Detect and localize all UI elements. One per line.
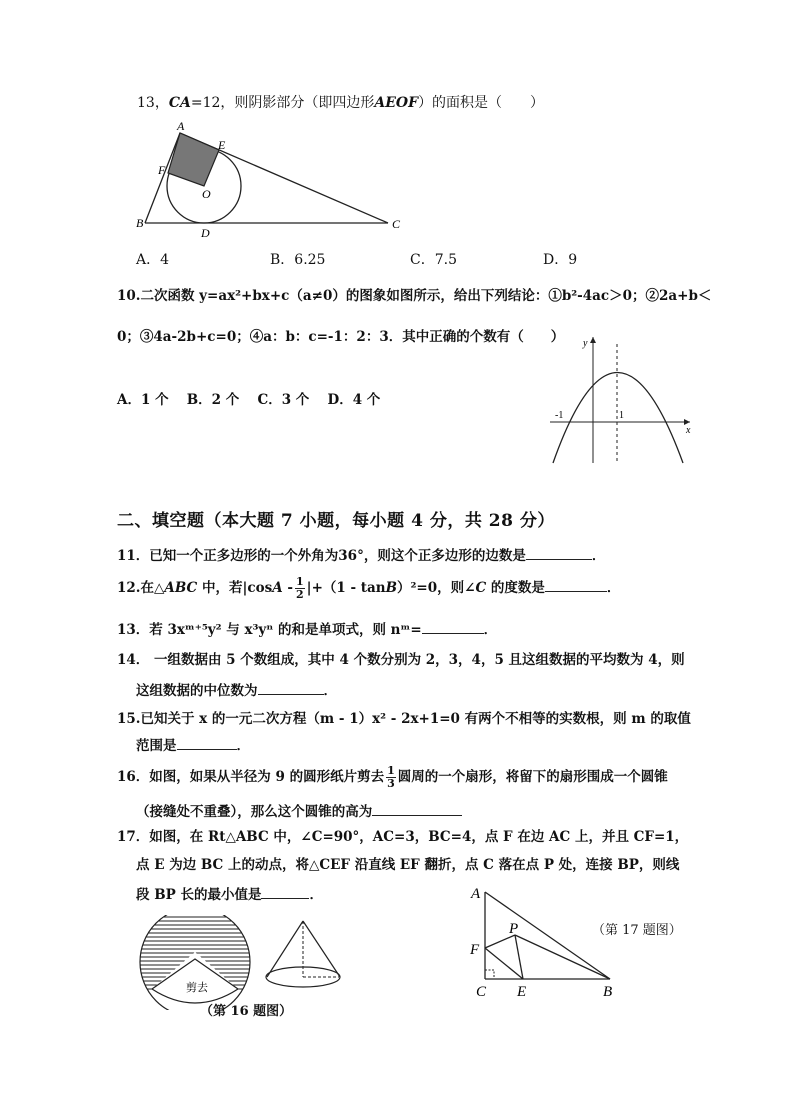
label-A: A [471, 886, 481, 902]
answer-blank[interactable] [258, 680, 324, 695]
answer-blank[interactable] [372, 801, 462, 816]
fraction-half: $\frac{1}{2}$ [296, 575, 304, 601]
answer-blank[interactable] [177, 735, 237, 750]
q10-line1: 10.二次函数 y=ax²+bx+c（a≠0）的图象如图所示，给出下列结论：①b²-4ac＞0；②2a+b＜ [117, 288, 712, 304]
q16-line2: （接缝处不重叠），那么这个圆锥的高为 [136, 801, 462, 821]
label-B: B [603, 984, 613, 1000]
label-F: F [158, 163, 166, 177]
q13-prev-option-a: A．4 [136, 252, 170, 268]
q17-figure [465, 882, 625, 1002]
q15-line1: 15.已知关于 x 的一元二次方程（m - 1）x² - 2x+1=0 有两个不相等的实数根，则 m 的取值 [117, 711, 691, 727]
q16-caption: （第 16 题图） [200, 1004, 293, 1019]
q17-line1: 17．如图，在 Rt△ABC 中，∠C=90°，AC=3，BC=4，点 F 在边 AC 上，并且 CF=1， [117, 829, 689, 845]
label-D: D [201, 226, 210, 240]
label-F: F [470, 942, 480, 958]
answer-blank[interactable] [261, 884, 309, 899]
label-A: A [177, 120, 185, 133]
label-O: O [202, 187, 211, 201]
q14-line2: 这组数据的中位数为 ． [136, 680, 337, 700]
q13-prev-stem: 13，CA=12，则阴影部分（即四边形AEOF）的面积是（ ） [137, 95, 545, 111]
q17-line3: 段 BP 长的最小值是 ． [136, 884, 323, 904]
q13-prev-option-b: B．6.25 [270, 252, 326, 268]
graph-label-x: x [686, 425, 691, 436]
label-C: C [392, 217, 401, 231]
label-P: P [509, 921, 519, 937]
label-E: E [218, 138, 226, 152]
q12: 12.在△ABC 中，若|cosA - $\frac{1}{2}$ |+（1 - tanB）²=0，则∠C 的度数是 ． [117, 575, 621, 601]
q10-parabola-graph [545, 332, 700, 467]
graph-label-neg1: -1 [555, 410, 564, 421]
label-C: C [476, 984, 487, 1000]
answer-blank[interactable] [526, 545, 592, 560]
fraction-third: $\frac{1}{3}$ [387, 764, 395, 790]
graph-label-y: y [583, 338, 588, 349]
answer-blank[interactable] [545, 577, 607, 592]
label-E: E [517, 984, 527, 1000]
q17-caption: （第 17 题图） [592, 923, 682, 938]
graph-label-pos1: 1 [619, 410, 624, 421]
answer-blank[interactable] [422, 619, 484, 634]
q16-figure [130, 915, 360, 1010]
q13-prev-figure [130, 120, 410, 240]
q14-line1: 14． 一组数据由 5 个数组成，其中 4 个数分别为 2，3，4，5 且这组数据的平均数为 4，则 [117, 652, 685, 668]
q10-line2: 0；③4a-2b+c=0；④a：b：c=-1：2：3．其中正确的个数有（ ） [117, 329, 565, 345]
q16-line1: 16．如图，如果从半径为 9 的圆形纸片剪去 $\frac{1}{3}$ 圆周的一个扇形，将留下的扇形围成一个圆锥 [117, 764, 668, 790]
cut-label: 剪去 [186, 982, 208, 994]
label-B: B [136, 216, 144, 230]
q13-prev-option-c: C．7.5 [410, 252, 457, 268]
section-title: 二、填空题（本大题 7 小题，每小题 4 分，共 28 分） [117, 511, 555, 531]
q13: 13．若 3xᵐ⁺⁵y² 与 x³yⁿ 的和是单项式，则 nᵐ= ． [117, 619, 497, 639]
q11: 11．已知一个正多边形的一个外角为36°，则这个正多边形的边数是 ． [117, 545, 605, 565]
q13-prev-option-d: D．9 [543, 252, 578, 268]
q10-options: A．1 个 B．2 个 C．3 个 D．4 个 [117, 392, 381, 408]
q15-line2: 范围是 ． [136, 735, 250, 755]
q17-line2: 点 E 为边 BC 上的动点，将△CEF 沿直线 EF 翻折，点 C 落在点 P 处，连接 BP，则线 [136, 857, 680, 873]
